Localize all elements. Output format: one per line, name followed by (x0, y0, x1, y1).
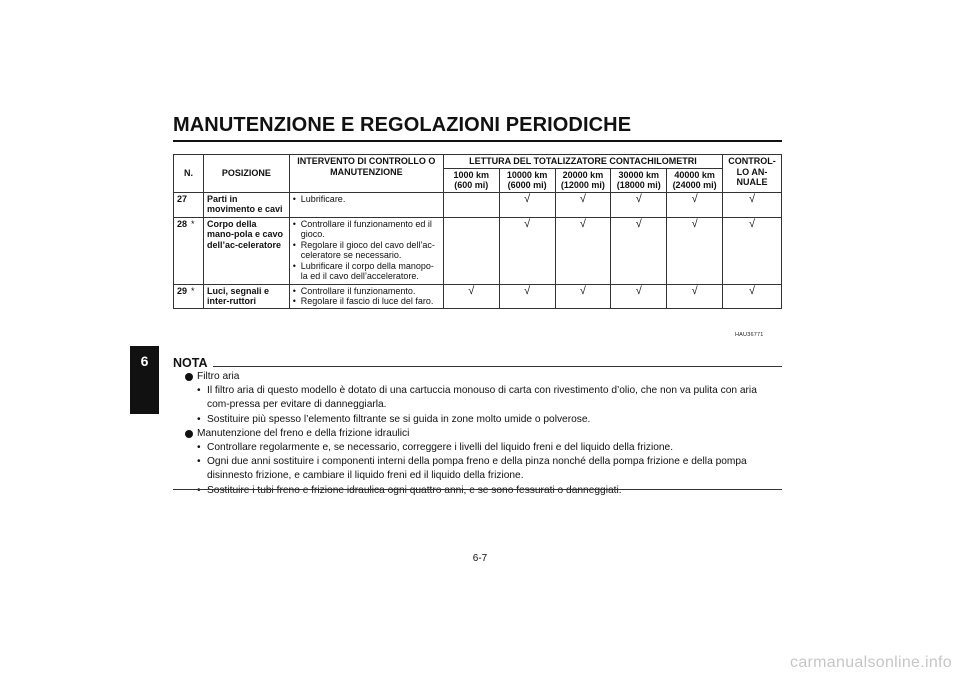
maintenance-table (173, 154, 782, 309)
document-code: HAU36771 (735, 332, 764, 338)
nota-group (185, 427, 782, 441)
check-cell: √ (667, 192, 723, 217)
nota-list (185, 384, 782, 427)
km-value: 20000 km (562, 169, 604, 180)
header-km-4 (611, 168, 667, 192)
action-item: • Controllare il funzionamento ed il gioco. (293, 219, 440, 240)
check-cell: √ (723, 192, 782, 217)
check-cell: √ (499, 217, 555, 284)
row-actions (289, 217, 443, 284)
header-odometer-reading: LETTURA DEL TOTALIZZATORE CONTACHILOMETRI (443, 155, 722, 169)
row-actions (289, 284, 443, 308)
table-row (174, 192, 782, 217)
title-rule (173, 140, 782, 142)
table-row (174, 217, 782, 284)
nota-body (185, 370, 782, 498)
header-annual-check: CONTROL-LO AN-NUALE (723, 155, 782, 193)
row-number (174, 217, 204, 284)
nota-group (185, 370, 782, 384)
mi-value: (600 mi) (454, 180, 489, 190)
page-title: MANUTENZIONE E REGOLAZIONI PERIODICHE (173, 114, 632, 136)
action-item: • Lubrificare. (293, 194, 440, 205)
nota-group-title: Manutenzione del freno e della frizione idraulici (197, 427, 410, 439)
nota-rule (213, 366, 782, 367)
section-tab: 6 (130, 346, 159, 414)
watermark: carmanualsonline.info (790, 654, 952, 671)
check-cell (443, 217, 499, 284)
row-position: Luci, segnali e inter-ruttori (203, 284, 289, 308)
check-cell: √ (723, 217, 782, 284)
check-cell: √ (611, 217, 667, 284)
row-position: Parti in movimento e cavi (203, 192, 289, 217)
mi-value: (24000 mi) (672, 180, 717, 190)
header-km-1 (443, 168, 499, 192)
mi-value: (18000 mi) (616, 180, 661, 190)
row-number (174, 192, 204, 217)
check-cell: √ (555, 284, 611, 308)
header-km-2 (499, 168, 555, 192)
action-item: • Regolare il gioco del cavo dell’ac-celeratore se necessario. (293, 240, 440, 261)
check-cell: √ (611, 192, 667, 217)
check-cell (443, 192, 499, 217)
header-km-5 (667, 168, 723, 192)
mi-value: (6000 mi) (507, 180, 547, 190)
nota-group-title: Filtro aria (197, 371, 240, 382)
action-item: • Controllare il funzionamento. (293, 286, 440, 297)
check-cell: √ (499, 284, 555, 308)
nota-heading: NOTA (173, 356, 208, 370)
check-cell: √ (555, 217, 611, 284)
row-actions (289, 192, 443, 217)
nota-item: • Sostituire i tubi freno e frizione idraulica ogni quattro anni, e se sono fessurati o danneggiati. (197, 484, 782, 498)
row-number-text: 28 (177, 218, 188, 229)
header-position: POSIZIONE (203, 155, 289, 193)
nota-item: • Il filtro aria di questo modello è dotato di una cartuccia monouso di carta con rivestimento d’olio, che non va pulita con aria com-pressa per evitare di danneggiarla. (197, 384, 782, 412)
header-intervention: INTERVENTO DI CONTROLLO O MANUTENZIONE (289, 155, 443, 193)
header-n: N. (174, 155, 204, 193)
action-item: • Lubrificare il corpo della manopo-la ed il cavo dell’acceleratore. (293, 261, 440, 282)
page-number: 6-7 (472, 553, 488, 564)
action-item: • Regolare il fascio di luce del faro. (293, 296, 440, 307)
km-value: 30000 km (618, 169, 660, 180)
row-number (174, 284, 204, 308)
check-cell: √ (555, 192, 611, 217)
km-value: 1000 km (453, 169, 490, 180)
table-row (174, 284, 782, 308)
check-cell: √ (723, 284, 782, 308)
check-cell: √ (499, 192, 555, 217)
bullet-dot-icon (185, 430, 193, 438)
row-number-text: 27 (177, 193, 188, 204)
bullet-dot-icon (185, 373, 193, 381)
row-star: * (191, 218, 195, 229)
check-cell: √ (667, 217, 723, 284)
header-km-3 (555, 168, 611, 192)
nota-item: • Ogni due anni sostituire i componenti interni della pompa freno e della pinza nonché della pompa frizione e della pompa disinnesto frizione, e cambiare il liquido freni ed il liquido della frizione. (197, 455, 782, 483)
row-position: Corpo della mano-pola e cavo dell’ac-celeratore (203, 217, 289, 284)
nota-item: • Controllare regolarmente e, se necessario, correggere i livelli del liquido freni e del liquido della frizione. (197, 441, 782, 455)
check-cell: √ (667, 284, 723, 308)
nota-end-rule (173, 489, 782, 490)
mi-value: (12000 mi) (560, 180, 605, 190)
nota-item: • Sostituire più spesso l’elemento filtrante se si guida in zone molto umide o polverose. (197, 413, 782, 427)
row-star: * (191, 285, 195, 296)
km-value: 40000 km (674, 169, 715, 180)
check-cell: √ (443, 284, 499, 308)
km-value: 10000 km (506, 169, 548, 180)
row-number-text: 29 (177, 285, 188, 296)
check-cell: √ (611, 284, 667, 308)
